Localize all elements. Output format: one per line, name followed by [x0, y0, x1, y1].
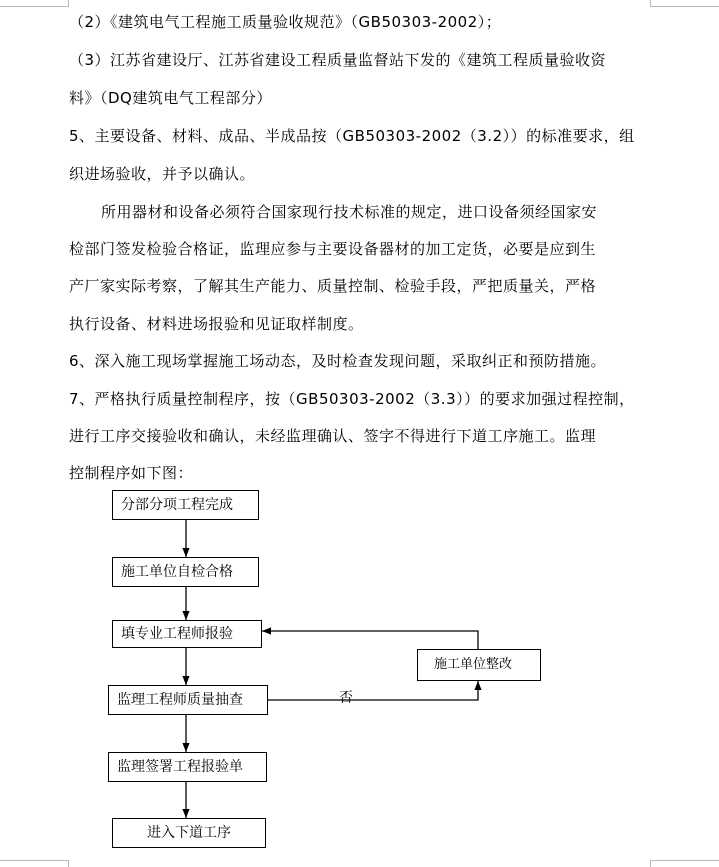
text-line: （3）江苏省建设厅、江苏省建设工程质量监督站下发的《建筑工程质量验收资 — [69, 51, 607, 69]
flowchart-no-label: 否 — [339, 690, 353, 706]
flowchart-step-sign-report: 监理签署工程报验单 — [108, 752, 267, 782]
flow-arrow-resubmit — [262, 631, 478, 649]
text-line: （2）《建筑电气工程施工质量验收规范》（GB50303-2002）； — [69, 13, 502, 31]
text-line: 5、主要设备、材料、成品、半成品按（GB50303-2002（3.2））的标准要求，组 — [69, 127, 635, 145]
text-line: 料》（DQ建筑电气工程部分） — [69, 89, 272, 107]
flowchart-step-completed: 分部分项工程完成 — [112, 490, 259, 520]
flowchart-step-spot-check: 监理工程师质量抽查 — [108, 685, 268, 715]
flowchart-step-self-check: 施工单位自检合格 — [112, 557, 259, 587]
text-line: 7、严格执行质量控制程序，按（GB50303-2002（3.3））的要求加强过程控制， — [69, 390, 635, 408]
text-line: 织进场验收，并予以确认。 — [69, 165, 256, 183]
text-line: 6、深入施工现场掌握施工场动态，及时检查发现问题，采取纠正和预防措施。 — [69, 352, 607, 370]
flow-arrow-reject — [268, 681, 478, 700]
text-line: 进行工序交接验收和确认，未经监理确认、签字不得进行下道工序施工。监理 — [69, 427, 597, 445]
flowchart-step-submit-inspection: 填专业工程师报验 — [112, 620, 262, 648]
flowchart-rectification-box: 施工单位整改 — [417, 649, 541, 681]
text-line: 检部门签发检验合格证，监理应参与主要设备器材的加工定货，必要是应到生 — [69, 240, 597, 258]
flowchart-step-next-process: 进入下道工序 — [112, 818, 266, 848]
text-line: 产厂家实际考察，了解其生产能力、质量控制、检验手段，严把质量关，严格 — [69, 277, 597, 295]
text-line: 控制程序如下图： — [69, 464, 194, 482]
text-line: 所用器材和设备必须符合国家现行技术标准的规定，进口设备须经国家安 — [101, 203, 598, 221]
text-line: 执行设备、材料进场报验和见证取样制度。 — [69, 315, 364, 333]
